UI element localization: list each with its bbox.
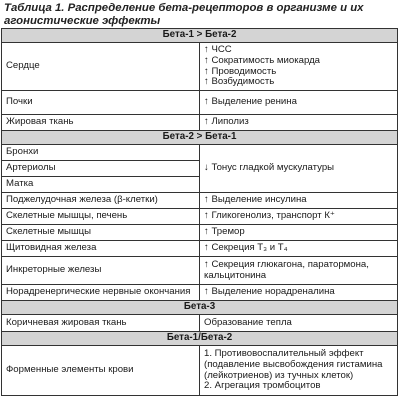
effect-cell: ↑ Тремор (200, 225, 398, 241)
table-row (2, 145, 398, 161)
table-row (2, 193, 398, 209)
organ-cell: Скелетные мышцы, печень (2, 209, 200, 225)
effect-cell: Образование тепла (200, 315, 398, 332)
section-header-row (2, 301, 398, 315)
effect-cell: ↑ Выделение инсулина (200, 193, 398, 209)
organ-cell: Артериолы (2, 161, 200, 177)
effect-line: ↑ ЧСС (204, 43, 232, 55)
organ-cell: Форменные элементы крови (2, 346, 200, 396)
effect-line: ↑ Проводимость (204, 65, 277, 77)
effect-cell: ↑ Секреция Т₃ и Т₄ (200, 241, 398, 257)
organ-cell: Почки (2, 91, 200, 115)
organ-cell: Бронхи (2, 145, 200, 161)
effect-cell (200, 257, 398, 285)
organ-cell: Сердце (2, 43, 200, 91)
table-row (2, 115, 398, 131)
effect-line: ↑ Секреция глюкагона, паратормона, (204, 258, 369, 270)
section-header: Бета-2 > Бета-1 (2, 131, 398, 145)
table-row (2, 241, 398, 257)
section-header-row (2, 332, 398, 346)
effect-cell: ↑ Выделение ренина (200, 91, 398, 115)
section-header: Бета-3 (2, 301, 398, 315)
effect-cell (200, 43, 398, 91)
effect-cell: ↑ Выделение норадреналина (200, 285, 398, 301)
organ-cell: Жировая ткань (2, 115, 200, 131)
effect-cell: ↑ Гликогенолиз, транспорт К⁺ (200, 209, 398, 225)
table-row (2, 315, 398, 332)
beta-receptor-table (1, 28, 398, 396)
effect-line: (лейкотриенов) из тучных клеток) (204, 369, 354, 381)
section-header: Бета-1/Бета-2 (2, 332, 398, 346)
organ-cell: Матка (2, 177, 200, 193)
table-row (2, 91, 398, 115)
effect-cell (200, 346, 398, 396)
effect-line: кальцитонина (204, 269, 267, 281)
effect-line: (подавление высвобождения гистамина (204, 358, 383, 370)
section-header-row (2, 131, 398, 145)
effect-line: ↑ Сократимость миокарда (204, 54, 321, 66)
table-caption: Таблица 1. Распределение бета-рецепторов в организме и их агонистические эффекты (4, 2, 364, 27)
effect-line: 2. Агрегация тромбоцитов (204, 380, 321, 392)
effect-cell: ↓ Тонус гладкой мускулатуры (200, 145, 398, 193)
table-row (2, 257, 398, 285)
organ-cell: Инкреторные железы (2, 257, 200, 285)
table-row (2, 209, 398, 225)
table-row (2, 43, 398, 91)
organ-cell: Щитовидная железа (2, 241, 200, 257)
effect-cell: ↑ Липолиз (200, 115, 398, 131)
table-row (2, 285, 398, 301)
table-row (2, 346, 398, 396)
section-header-row (2, 29, 398, 43)
organ-cell: Коричневая жировая ткань (2, 315, 200, 332)
effect-line: ↑ Возбудимость (204, 76, 275, 88)
effect-line: 1. Противовоспалительный эффект (204, 347, 364, 359)
organ-cell: Поджелудочная железа (β-клетки) (2, 193, 200, 209)
section-header: Бета-1 > Бета-2 (2, 29, 398, 43)
organ-cell: Скелетные мышцы (2, 225, 200, 241)
table-row (2, 225, 398, 241)
organ-cell: Норадренергические нервные окончания (2, 285, 200, 301)
